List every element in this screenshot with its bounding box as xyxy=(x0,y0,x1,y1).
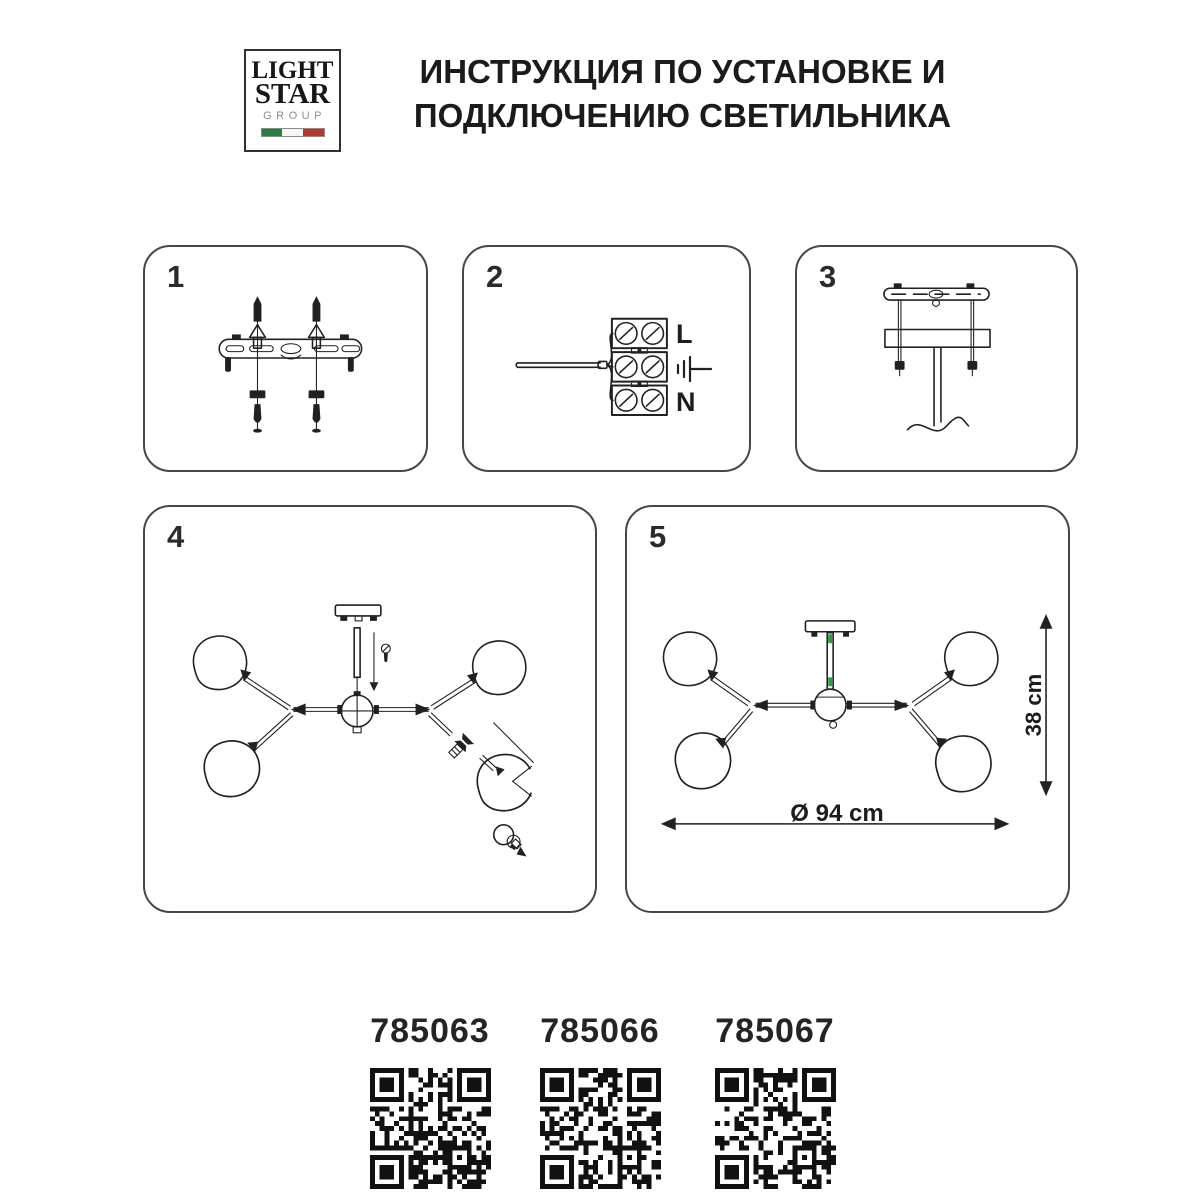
step1-number: 1 xyxy=(167,259,185,294)
product-code: 785067 xyxy=(715,1012,835,1050)
product-785067 xyxy=(689,1012,861,1189)
logo-line-star: STAR xyxy=(254,78,331,110)
diameter-dimension-label: Ø 94 cm xyxy=(790,800,884,827)
product-code: 785063 xyxy=(370,1012,490,1050)
logo-line-light: LIGHT xyxy=(251,57,334,84)
step3-panel xyxy=(795,245,1078,472)
step4-panel xyxy=(143,505,597,913)
terminal-label-live: L xyxy=(676,319,693,349)
page-title-line-2: ПОДКЛЮЧЕНИЮ СВЕТИЛЬНИКА xyxy=(413,97,952,134)
italian-flag-bar xyxy=(261,128,325,137)
flag-red-stripe xyxy=(303,129,324,136)
step2-number: 2 xyxy=(486,259,504,294)
step5-panel xyxy=(625,505,1070,913)
earth-ground-icon xyxy=(672,356,714,382)
step1-panel xyxy=(143,245,428,472)
page-title-line-1: ИНСТРУКЦИЯ ПО УСТАНОВКЕ И xyxy=(419,53,946,90)
product-785063 xyxy=(344,1012,516,1189)
slide-down-arrow xyxy=(370,633,379,691)
step5-dimensions-diagram xyxy=(627,507,1068,911)
bulb-icon xyxy=(494,825,527,857)
step3-canopy-mounting-diagram xyxy=(797,247,1076,470)
flag-white-stripe xyxy=(282,129,303,136)
step1-mounting-bracket-diagram xyxy=(145,247,426,470)
step5-number: 5 xyxy=(649,519,667,554)
lamp-socket xyxy=(446,733,474,761)
step3-number: 3 xyxy=(819,259,837,294)
logo-line-group: GROUP xyxy=(263,110,326,122)
terminal-label-neutral: N xyxy=(676,387,696,417)
product-785066 xyxy=(514,1012,686,1189)
step4-assembly-diagram xyxy=(145,507,595,911)
qr-code xyxy=(540,1068,661,1189)
qr-code xyxy=(715,1068,836,1189)
screw-icon xyxy=(381,644,390,662)
flag-green-stripe xyxy=(262,129,283,136)
step4-number: 4 xyxy=(167,519,185,554)
step2-panel xyxy=(462,245,751,472)
qr-code xyxy=(370,1068,491,1189)
page-title xyxy=(355,50,1010,138)
lightstar-logo xyxy=(244,49,341,152)
height-dimension-label: 38 cm xyxy=(1021,673,1046,737)
product-code: 785066 xyxy=(540,1012,660,1050)
